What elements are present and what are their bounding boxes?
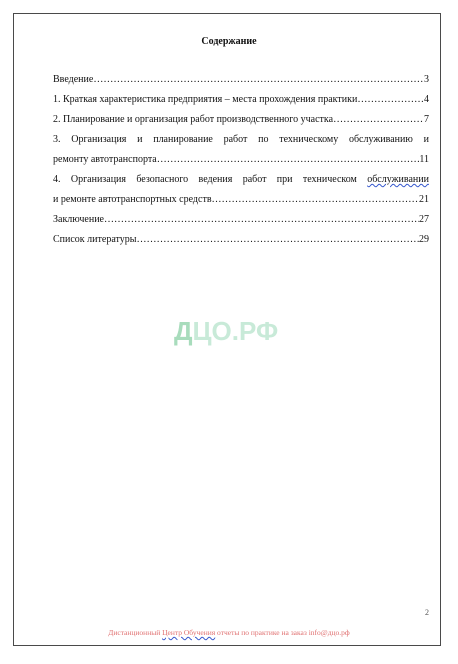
table-of-contents <box>53 70 429 250</box>
toc-word: и <box>423 134 429 145</box>
toc-entry-label: Заключение <box>53 214 104 225</box>
toc-entry-4[interactable] <box>53 170 429 210</box>
toc-word: техническому <box>279 134 339 145</box>
toc-leader-dots <box>357 90 424 110</box>
toc-entry-3[interactable] <box>53 130 429 170</box>
toc-entry-1[interactable] <box>53 90 429 110</box>
toc-entry-conclusion[interactable] <box>53 210 429 230</box>
toc-entry-page: 7 <box>424 114 429 125</box>
toc-entry-label: 1. Краткая характеристика предприятия – места прохождения практики <box>53 94 358 105</box>
toc-entry-line-2 <box>53 190 429 210</box>
toc-word: безопасного <box>136 174 189 185</box>
footer-note-spell: Центр Обучения <box>162 628 216 637</box>
toc-word: обслуживании <box>367 174 429 185</box>
toc-entry-label: Список литературы <box>53 234 137 245</box>
toc-leader-dots <box>93 70 424 90</box>
toc-word: Организация <box>71 134 127 145</box>
toc-entry-line-2 <box>53 150 429 170</box>
toc-word: ведения <box>198 174 233 185</box>
toc-word: работ <box>242 174 267 185</box>
toc-entry-page: 29 <box>419 234 429 245</box>
page-number: 2 <box>425 608 429 617</box>
toc-entry-label: и ремонте автотранспортных средств <box>53 194 212 205</box>
toc-leader-dots <box>104 210 419 230</box>
toc-entry-line-1 <box>53 130 429 150</box>
toc-entry-page: 3 <box>424 74 429 85</box>
toc-word: Организация <box>70 174 126 185</box>
toc-entry-page: 27 <box>419 214 429 225</box>
toc-word: 3. <box>53 134 61 145</box>
toc-leader-dots <box>136 230 419 250</box>
toc-word: техническом <box>302 174 357 185</box>
footer-note-prefix: Дистанционный <box>108 628 161 637</box>
footer-watermark-note <box>0 628 458 637</box>
toc-entry-references[interactable] <box>53 230 429 250</box>
footer-note-suffix: отчеты по практике на заказ info@дцо.рф <box>217 628 350 637</box>
toc-entry-page: 21 <box>419 194 429 205</box>
toc-entry-label: 2. Планирование и организация работ производственного участка <box>53 114 334 125</box>
toc-entry-2[interactable] <box>53 110 429 130</box>
watermark-letter: Д <box>174 316 193 346</box>
toc-word: планирование <box>153 134 213 145</box>
toc-entry-line-1 <box>53 170 429 190</box>
toc-word: 4. <box>53 174 61 185</box>
toc-entry-page: 11 <box>419 154 429 165</box>
toc-word: при <box>276 174 293 185</box>
toc-entry-label: Введение <box>53 74 94 85</box>
toc-leader-dots <box>212 190 419 210</box>
toc-word: работ <box>223 134 248 145</box>
toc-leader-dots <box>157 150 420 170</box>
page-title: Содержание <box>201 36 257 47</box>
watermark-text: ЦО.РФ <box>192 316 279 346</box>
toc-entry-label: ремонту автотранспорта <box>53 154 157 165</box>
toc-word: и <box>137 134 143 145</box>
center-watermark-logo <box>174 316 278 347</box>
toc-entry-intro[interactable] <box>53 70 429 90</box>
toc-leader-dots <box>333 110 424 130</box>
toc-word: обслуживанию <box>348 134 413 145</box>
toc-entry-page: 4 <box>424 94 429 105</box>
toc-word: по <box>258 134 269 145</box>
